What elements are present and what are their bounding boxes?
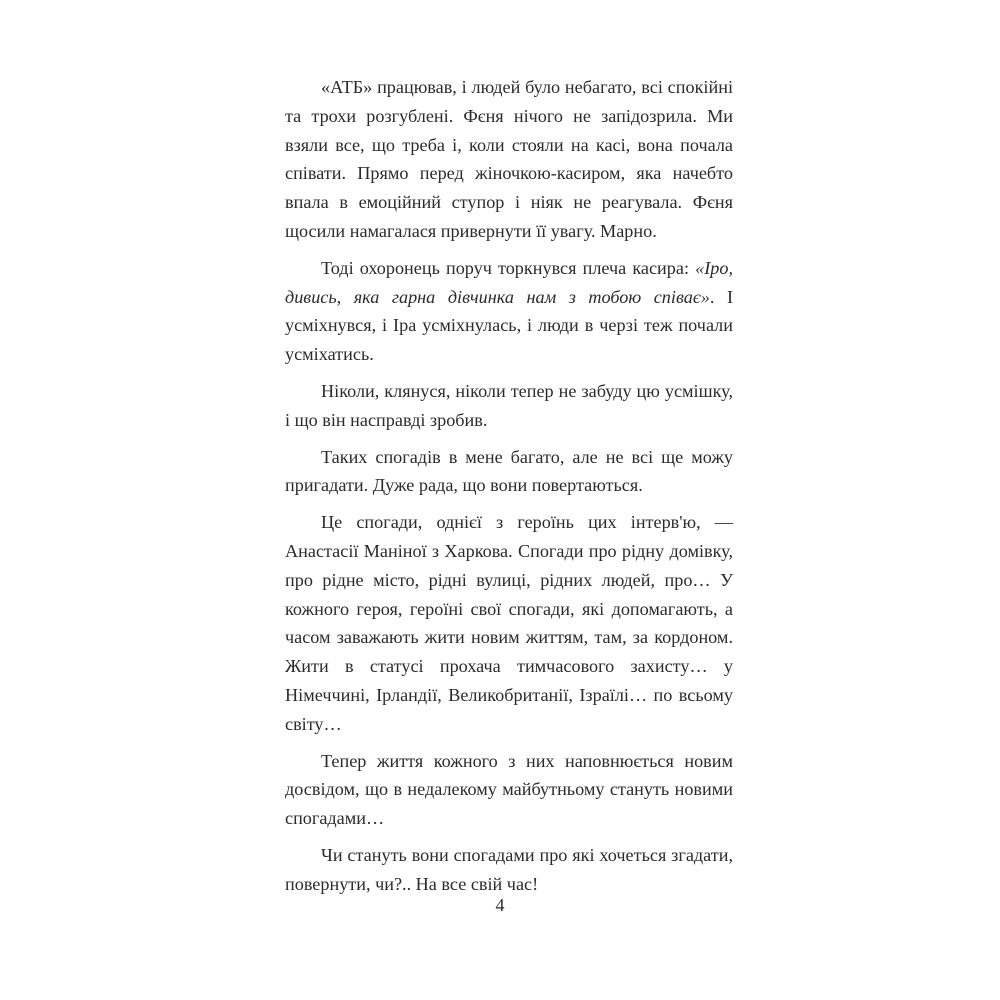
- paragraph: Чи стануть вони спогадами про які хочеться згадати, повернути, чи?.. На все свій час!: [285, 844, 733, 894]
- italic-quote: «Іро, дивись, яка гарна дівчинка нам з тобою співає»: [285, 257, 733, 307]
- paragraph-text: . І усміхнувся, і Іра усміхнулась, і люди в черзі теж почали усміхатись.: [285, 286, 733, 365]
- paragraph: Це спогади, однієї з героїнь цих інтерв'ю, — Анастасії Маніної з Харкова. Спогади про рідну домівку, про рідне місто, рідні вулиці, рідних людей, про… У кожного героя, героїні свої спогади, які допомагають, а часом заважають жити новим життям, там, за кордоном. Жити в статусі прохача тимчасового захисту… у Німеччині, Ірландії, Великобританії, Ізраїлі… по всьому світу…: [285, 512, 733, 734]
- paragraph: Тепер життя кожного з них наповнюється новим досвідом, що в недалекому майбутньому стануть новими спогадами…: [285, 750, 733, 829]
- paragraph: Ніколи, клянуся, ніколи тепер не забуду цю усмішку, і що він насправді зробив.: [285, 380, 733, 430]
- paragraph-text: Тоді охоронець поруч торкнувся плеча касира:: [321, 257, 696, 278]
- body-text: [285, 73, 733, 899]
- paragraph: [285, 254, 733, 369]
- page-number: 4: [495, 895, 505, 915]
- paragraph: Таких спогадів в мене багато, але не всі ще можу пригадати. Дуже рада, що вони повертаються.: [285, 446, 733, 496]
- paragraph: «АТБ» працював, і людей було небагато, всі спокійні та трохи розгублені. Фєня нічого не запідозрила. Ми взяли все, що треба і, коли стояли на касі, вона почала співати. Прямо перед жіночкою-касиром, яка начебто впала в емоційний ступор і ніяк не реагувала. Фєня щосили намагалася привернути її увагу. Марно.: [285, 77, 733, 241]
